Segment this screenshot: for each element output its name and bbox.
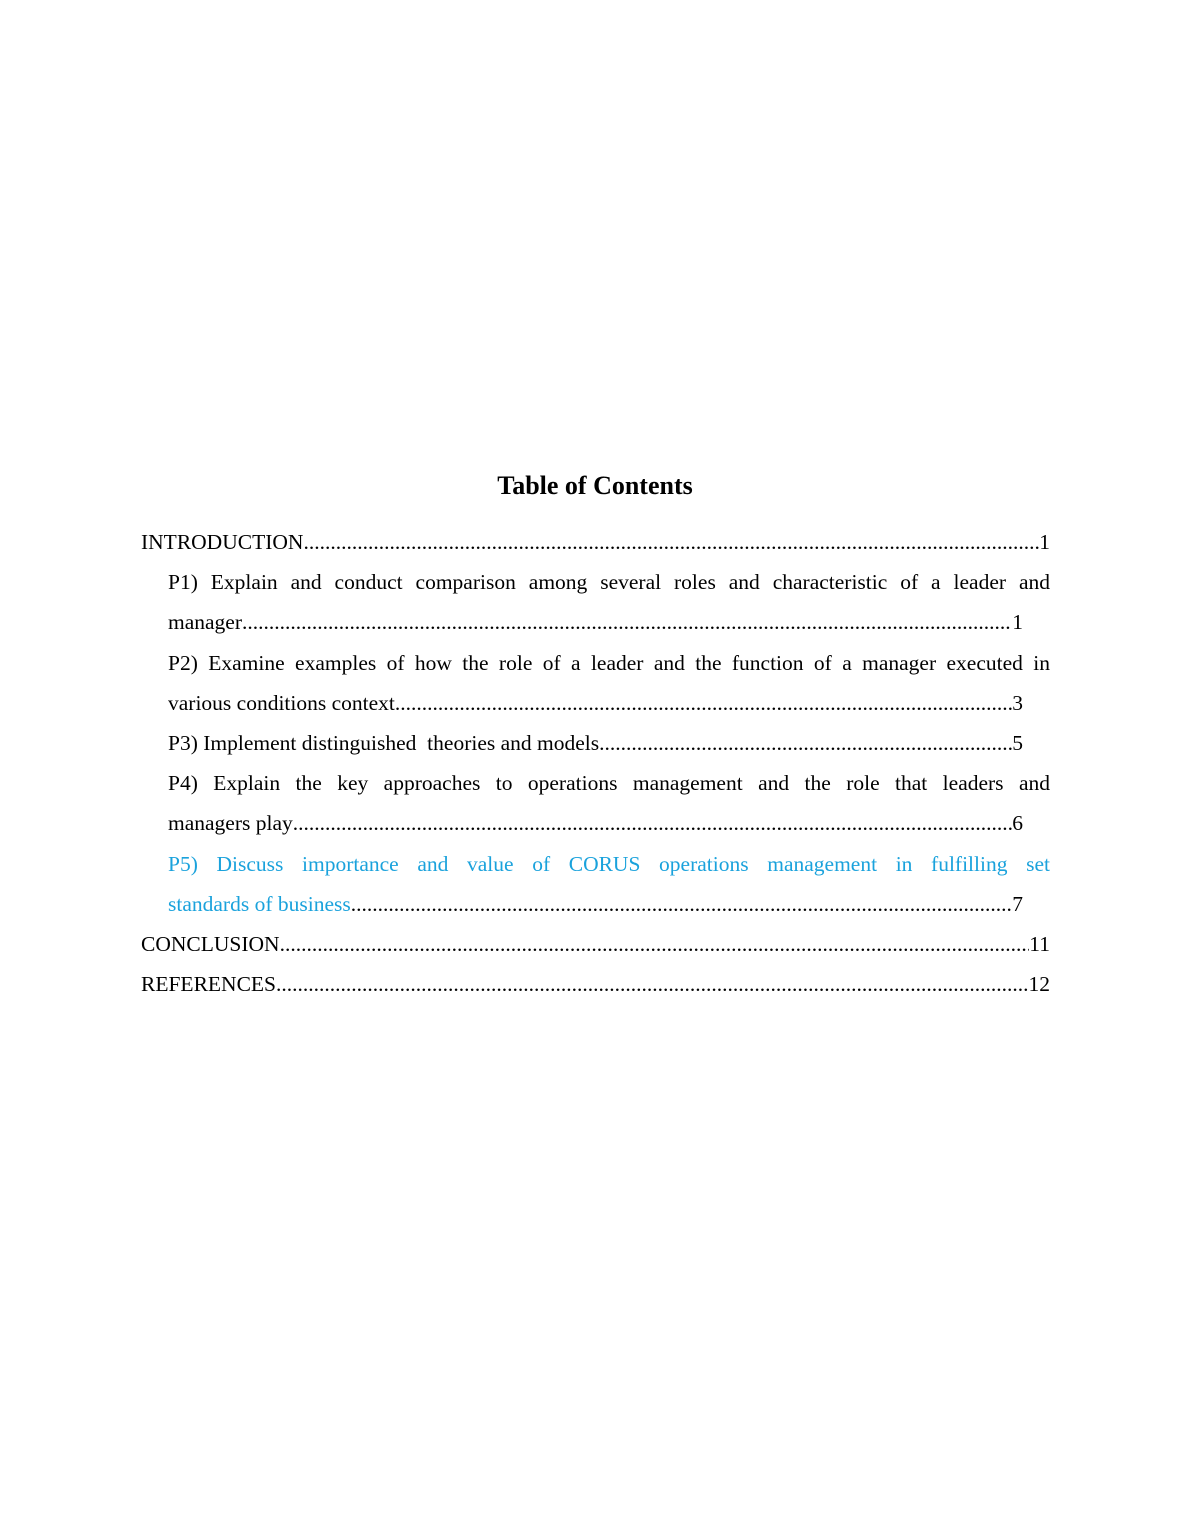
toc-page-number: 11 — [1029, 932, 1050, 957]
toc-entry-conclusion[interactable] — [141, 924, 1050, 964]
toc-entry-references[interactable] — [141, 964, 1050, 1004]
toc-entry-text-line1: P1) Explain and conduct comparison among several roles and characteristic of a leader and — [168, 570, 1050, 595]
toc-page-number: 6 — [1012, 811, 1023, 836]
toc-page-number: 1 — [1039, 530, 1050, 554]
toc-page-number: 1 — [1012, 610, 1023, 635]
toc-page-number: 12 — [1028, 972, 1050, 997]
dot-leader — [293, 803, 1012, 843]
toc-list — [141, 522, 1050, 1004]
toc-entry-text-line2: managers play — [168, 811, 293, 836]
toc-entry-text-line2: standards of business — [168, 891, 351, 916]
toc-page-number: 5 — [1012, 731, 1023, 756]
toc-entry-text: CONCLUSION — [141, 932, 280, 957]
dot-leader — [351, 884, 1013, 924]
toc-entry-text: P3) Implement distinguished theories and models — [168, 731, 600, 756]
toc-entry-text-line1: P4) Explain the key approaches to operations management and the role that leaders and — [168, 771, 1050, 796]
toc-page-number: 3 — [1012, 690, 1023, 715]
toc-title: Table of Contents — [497, 471, 693, 500]
toc-entry-introduction[interactable] — [141, 522, 1050, 562]
dot-leader — [280, 924, 1030, 964]
toc-entry-p2[interactable] — [168, 643, 1050, 723]
dot-leader — [276, 964, 1029, 1004]
dot-leader — [395, 683, 1012, 723]
toc-entry-p3[interactable] — [168, 723, 1023, 763]
toc-entry-text-line1: P5) Discuss importance and value of CORUS operations management in fulfilling set — [168, 851, 1050, 876]
toc-entry-p1[interactable] — [168, 562, 1050, 642]
toc-entry-text: REFERENCES — [141, 972, 276, 997]
toc-entry-p4[interactable] — [168, 763, 1050, 843]
toc-entry-p5[interactable] — [168, 844, 1050, 924]
dot-leader — [242, 602, 1012, 642]
dot-leader — [303, 522, 1039, 562]
toc-entry-text-line2: various conditions context — [168, 690, 395, 715]
dot-leader — [599, 723, 1012, 763]
toc-page-number: 7 — [1012, 891, 1023, 916]
toc-entry-text-line2: manager — [168, 610, 243, 635]
toc-entry-text: INTRODUCTION — [141, 530, 304, 554]
toc-entry-text-line1: P2) Examine examples of how the role of a leader and the function of a manager executed in — [168, 650, 1050, 675]
